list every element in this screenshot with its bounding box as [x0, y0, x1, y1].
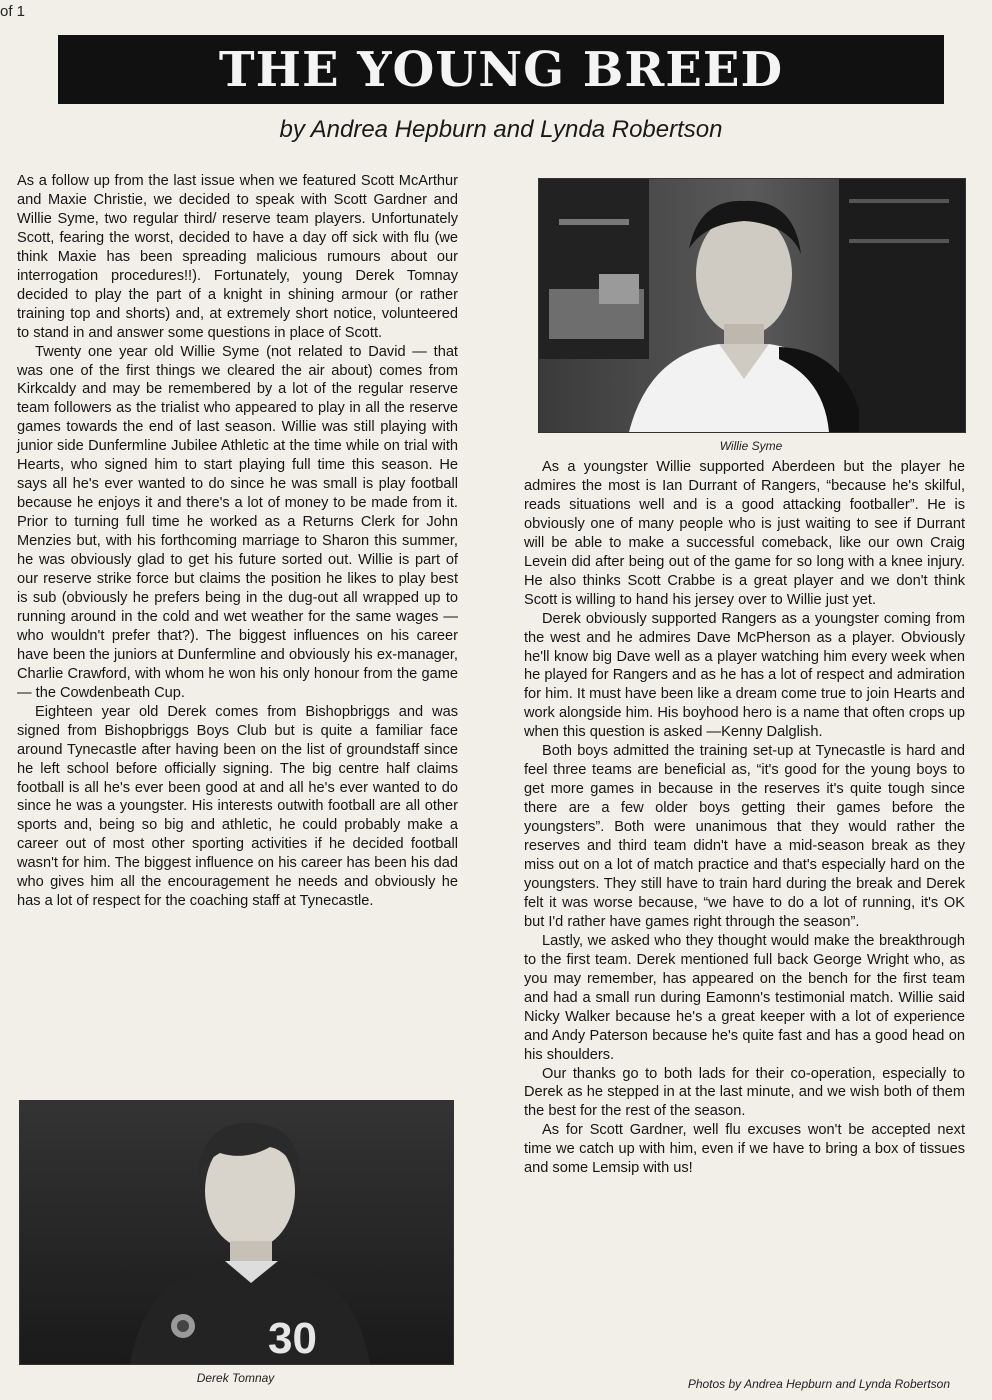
paragraph-thanks: Our thanks go to both lads for their co-operation, especially to Derek as he stepped in at the last minute, and we wish both of them the best for the rest of the season.	[524, 1065, 965, 1120]
right-column	[524, 458, 965, 1178]
paragraph-willie-bio: Twenty one year old Willie Syme (not related to David — that was one of the first things we cleared the air about) comes from Kirkcaldy and may be remembered by a lot of the regular reserve team followers as the trialist who appeared to play in all the reserve games towards the end of last season. Willie was still playing with junior side Dunfermline Jubilee Athletic at the time while on trial with Hearts, who signed him to start playing full time this season. He says all he's ever wanted to do since he was small is play football because he enjoys it and there's a lot of money to be made from it. Prior to turning full time he worked as a Returns Clerk for John Menzies but, with his forthcoming marriage to Sharon this summer, he was obviously glad to get his future sorted out. Willie is part of our reserve strike force but claims the position he likes to play best is sub (obviously he prefers being in the dug-out all wrapped up to running around in the cold and wet weather for the same wages — who wouldn't prefer that?). The biggest influences on his career have been the juniors at Dunfermline and obviously his ex-manager, Charlie Crawford, with whom he won his only honour from the game — the Cowdenbeath Cup.	[17, 343, 458, 701]
paragraph-willie-heroes: As a youngster Willie supported Aberdeen but the player he admires the most is Ian Durrant of Rangers, “because he's skilful, reads situations well and is a good attacking footballer”. He is obviously one of many people who is just waiting to see if Durrant will be able to make a successful comeback, like our own Craig Levein did after being out of the game for so long with a knee injury. He also thinks Scott Crabbe is a great player and we don't think Scott is willing to hand his jersey over to Willie just yet.	[524, 459, 965, 608]
paragraph-derek-heroes: Derek obviously supported Rangers as a youngster coming from the west and he admires Dave McPherson as a player. Obviously he'll know big Dave well as a player watching him every week when he played for Rangers and as he has a lot of respect and admiration for him. It must have been like a dream come true to join Hearts and work alongside him. His boyhood hero is a name that often crops up when this question is asked —Kenny Dalglish.	[524, 610, 965, 741]
willie-syme-photo	[538, 178, 966, 433]
paragraph-derek-bio: Eighteen year old Derek comes from Bishopbriggs and was signed from Bishopbriggs Boys Club but is quite a familiar face around Tynecastle after having been on the list of groundstaff since he left school before officially signing. The big centre half claims football is all he's ever been good at and all he's ever wanted to do since he was a youngster. His interests outwith football are all other sports and, being so big and athletic, he could probably make a career out of most other sporting activities if he decided football wasn't for him. The biggest influence on his career has been his dad who gives him all the encouragement he needs and obviously he has a lot of respect for the coaching staff at Tynecastle.	[17, 703, 458, 910]
paragraph-intro: As a follow up from the last issue when we featured Scott McArthur and Maxie Christie, we decided to speak with Scott Gardner and Willie Syme, two regular third/ reserve team players. Unfortunately Scott, fearing the worst, decided to have a day off sick with flu (we think Maxie has been spreading malicious rumours about our interrogation procedures!!). Fortunately, young Derek Tomnay decided to play the part of a knight in shining armour (or rather training top and shorts) and, at extremely short notice, volunteered to stand in and answer some questions in place of Scott.	[17, 173, 458, 341]
paragraph-closing: As for Scott Gardner, well flu excuses won't be accepted next time we catch up with him, even if we have to bring a box of tissues and some Lemsip with us!	[524, 1122, 965, 1177]
willie-photo-image	[539, 179, 965, 432]
byline: by Andrea Hepburn and Lynda Robertson	[279, 116, 723, 143]
derek-photo-image	[20, 1101, 453, 1364]
title-banner	[58, 35, 944, 104]
left-column	[17, 172, 458, 911]
willie-photo-caption: Willie Syme	[719, 439, 783, 453]
page-label: of 1	[0, 3, 26, 20]
derek-tomnay-photo	[19, 1100, 454, 1365]
photo-credit: Photos by Andrea Hepburn and Lynda Robertson	[687, 1377, 950, 1391]
derek-photo-caption: Derek Tomnay	[196, 1371, 275, 1385]
derek-shirt-number: 30	[268, 1314, 317, 1363]
paragraph-training: Both boys admitted the training set-up at Tynecastle is hard and feel three teams are beneficial as, “it's good for the young boys to get more games in because in the reserves it's quite tough since there are a few older boys getting their games before the youngsters”. Both were unanimous that they would rather the reserves and third team didn't have a mid-season break as they miss out on a lot of match practice and that's especially hard on the youngsters. They still have to train hard during the break and Derek felt it was worse because, “we have to do a lot of running, it's OK but I'd rather have games right through the season”.	[524, 743, 965, 930]
paragraph-breakthrough: Lastly, we asked who they thought would make the breakthrough to the first team. Derek mentioned full back George Wright who, as you may remember, has appeared on the bench for the first team and had a small run during Eamonn's testimonial match. Willie said Nicky Walker because he's a great keeper with a lot of experience and Andy Paterson because he's quite fast and has a good head on his shoulders.	[524, 932, 965, 1063]
article-title: THE YOUNG BREED	[218, 41, 784, 98]
